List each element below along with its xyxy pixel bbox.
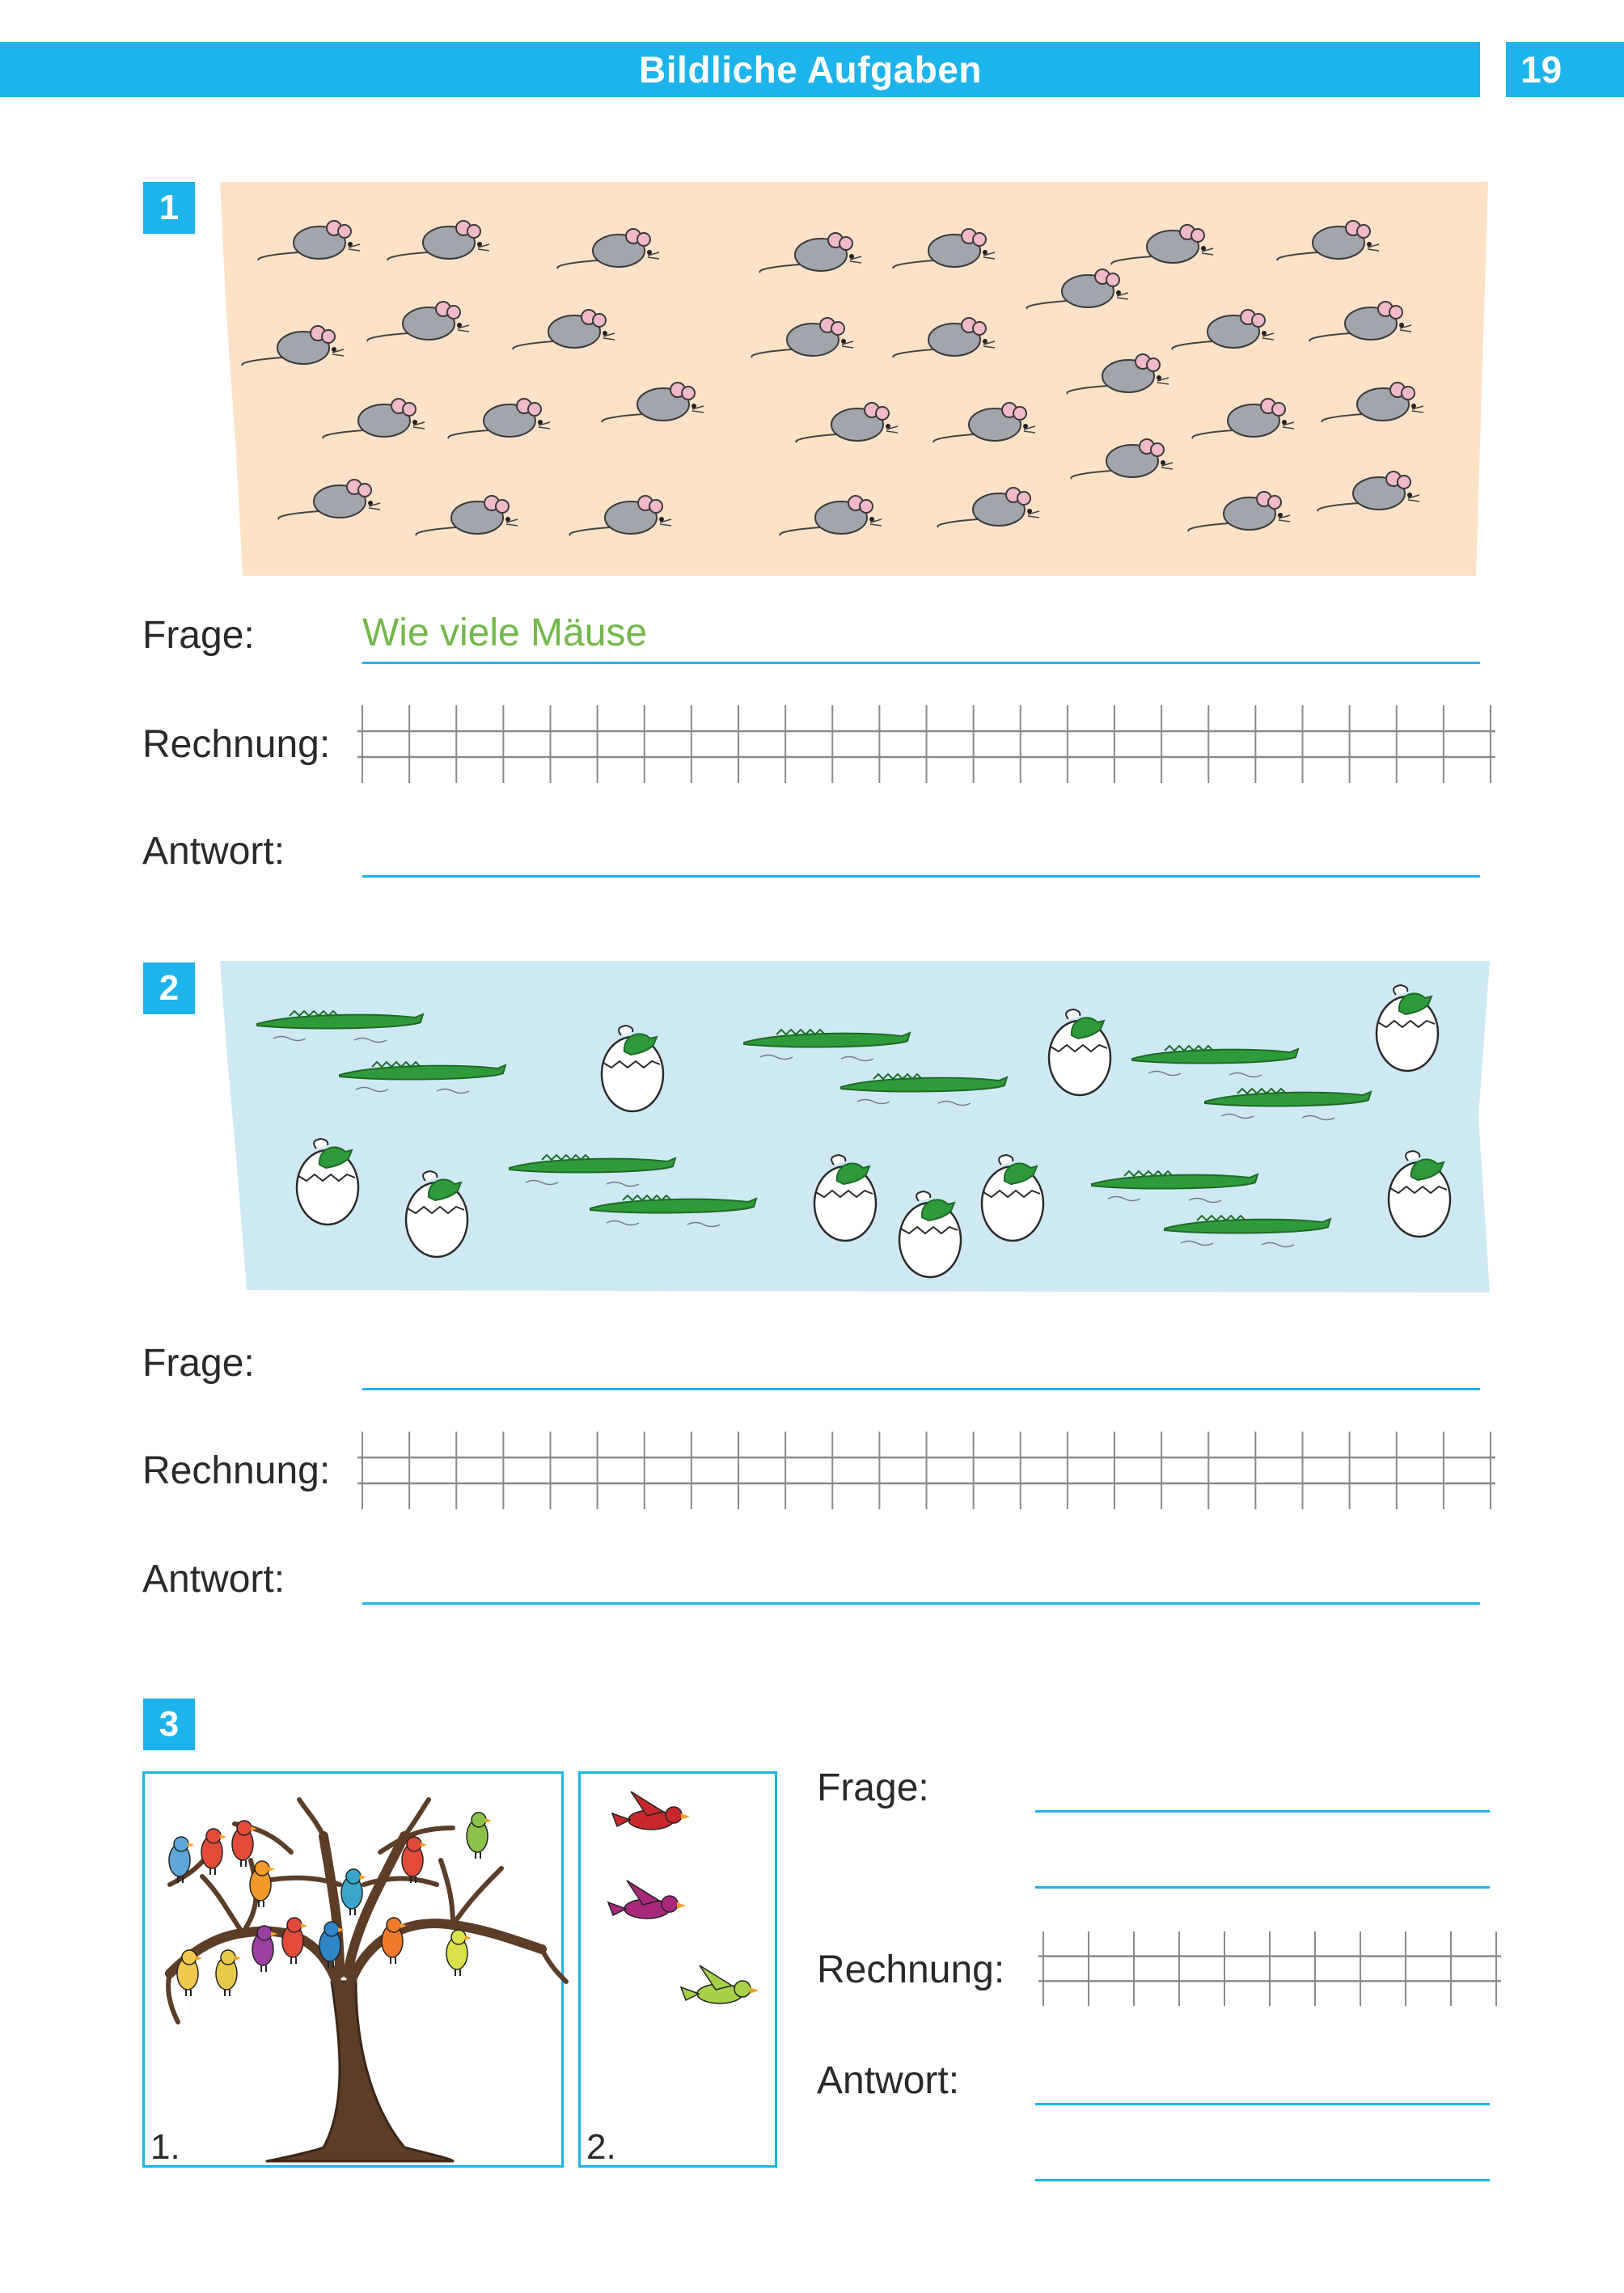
answer-label-1: Antwort: xyxy=(142,830,285,873)
question-label-1: Frage: xyxy=(142,614,255,657)
page-title: Bildliche Aufgaben xyxy=(639,49,982,91)
page-number: 19 xyxy=(1506,42,1624,97)
task-number-2: 2 xyxy=(143,962,195,1014)
answer-line-3a[interactable] xyxy=(1035,2103,1490,2105)
calc-label-2: Rechnung: xyxy=(142,1449,331,1492)
task-number-1: 1 xyxy=(143,182,195,234)
picture-caption-1: 1. xyxy=(150,2127,180,2167)
calc-label-3: Rechnung: xyxy=(817,1948,1005,1991)
calc-label-1: Rechnung: xyxy=(142,723,331,766)
answer-line-3b[interactable] xyxy=(1035,2179,1490,2181)
answer-label-2: Antwort: xyxy=(142,1558,285,1601)
question-answer-text-1: Wie viele Mäuse xyxy=(362,611,648,654)
answer-label-3: Antwort: xyxy=(817,2059,960,2102)
question-label-2: Frage: xyxy=(142,1342,255,1385)
picture-caption-2: 2. xyxy=(586,2127,616,2167)
task-number-3: 3 xyxy=(143,1699,195,1750)
question-label-3: Frage: xyxy=(817,1766,929,1809)
